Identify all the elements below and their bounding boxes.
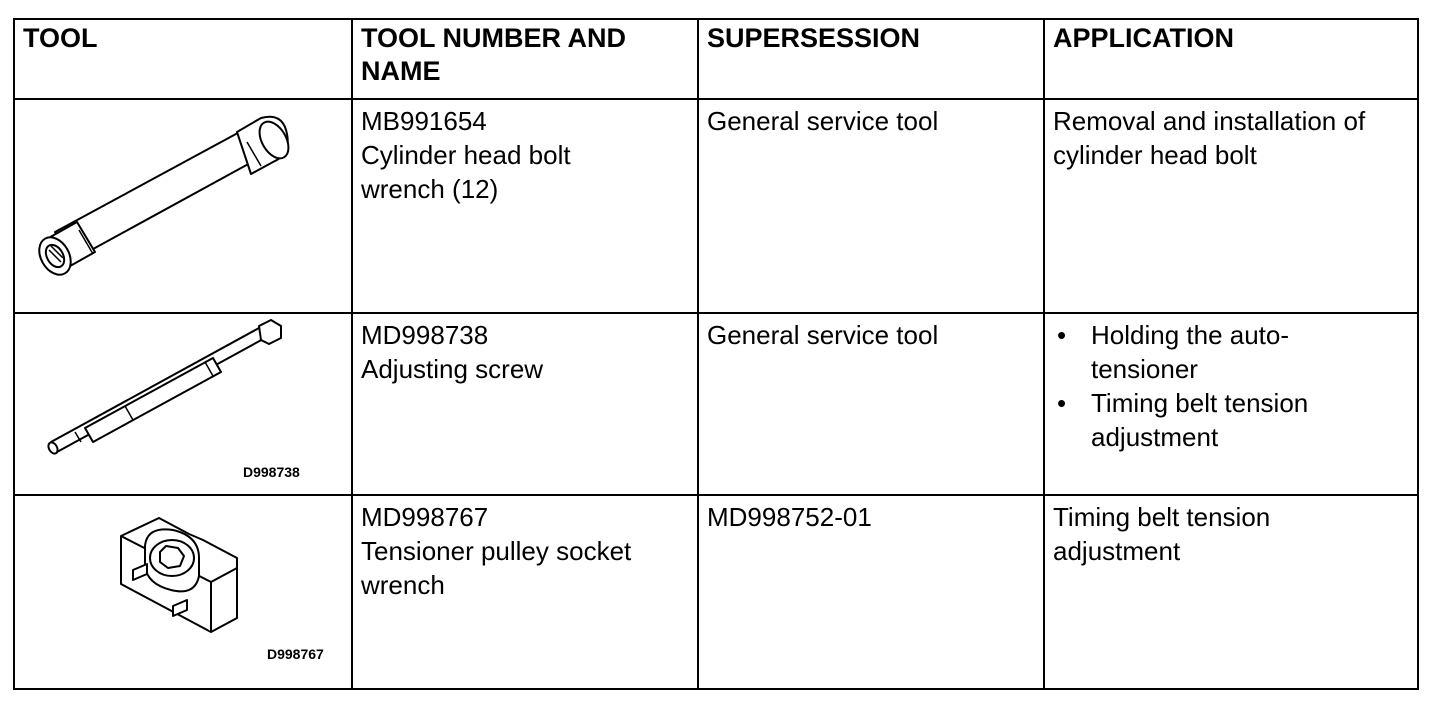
tool-name-line: wrench (12) [361, 174, 499, 204]
header-row [14, 19, 1418, 99]
cylinder-head-bolt-wrench-icon [15, 100, 353, 308]
supersession-cell: General service tool [698, 99, 1044, 313]
application-bullet-list [1053, 318, 1409, 454]
table-row [14, 313, 1418, 495]
list-item [1053, 386, 1409, 454]
tool-number: MB991654 [361, 106, 487, 136]
application-line: adjustment [1053, 536, 1181, 566]
application-cell [1044, 495, 1418, 689]
bullet-line: adjustment [1091, 422, 1219, 452]
special-tools-table [13, 18, 1419, 690]
tool-code-label: D998767 [267, 646, 324, 662]
tool-number: MD998767 [361, 502, 489, 532]
tool-number-name-cell [352, 313, 698, 495]
table-row [14, 495, 1418, 689]
supersession-cell: MD998752-01 [698, 495, 1044, 689]
header-supersession: SUPERSESSION [698, 19, 1044, 99]
adjusting-screw-icon [15, 314, 353, 490]
tool-name-line: Adjusting screw [361, 354, 544, 384]
application-cell [1044, 313, 1418, 495]
header-application: APPLICATION [1044, 19, 1418, 99]
tool-illustration-cell [14, 495, 352, 689]
header-tool-number-line2: NAME [361, 56, 441, 86]
application-cell [1044, 99, 1418, 313]
application-line: Removal and installation of [1053, 106, 1366, 136]
tool-code-label: D998738 [243, 464, 300, 480]
list-item [1053, 318, 1409, 386]
header-tool-number-line1: TOOL NUMBER AND [361, 23, 627, 53]
tool-number: MD998738 [361, 320, 489, 350]
header-tool-number-and-name [352, 19, 698, 99]
tool-name-line: wrench [361, 570, 445, 600]
bullet-line: tensioner [1091, 354, 1198, 384]
tool-illustration-cell [14, 99, 352, 313]
bullet-line: • Holding the auto- [1091, 320, 1290, 350]
tool-name-line: Tensioner pulley socket [361, 536, 632, 566]
application-line: cylinder head bolt [1053, 140, 1257, 170]
supersession-cell: General service tool [698, 313, 1044, 495]
table-row [14, 99, 1418, 313]
application-line: Timing belt tension [1053, 502, 1271, 532]
tool-number-name-cell [352, 99, 698, 313]
header-tool: TOOL [14, 19, 352, 99]
tool-name-line: Cylinder head bolt [361, 140, 571, 170]
bullet-line: • Timing belt tension [1091, 388, 1309, 418]
tool-illustration-cell [14, 313, 352, 495]
tool-number-name-cell [352, 495, 698, 689]
